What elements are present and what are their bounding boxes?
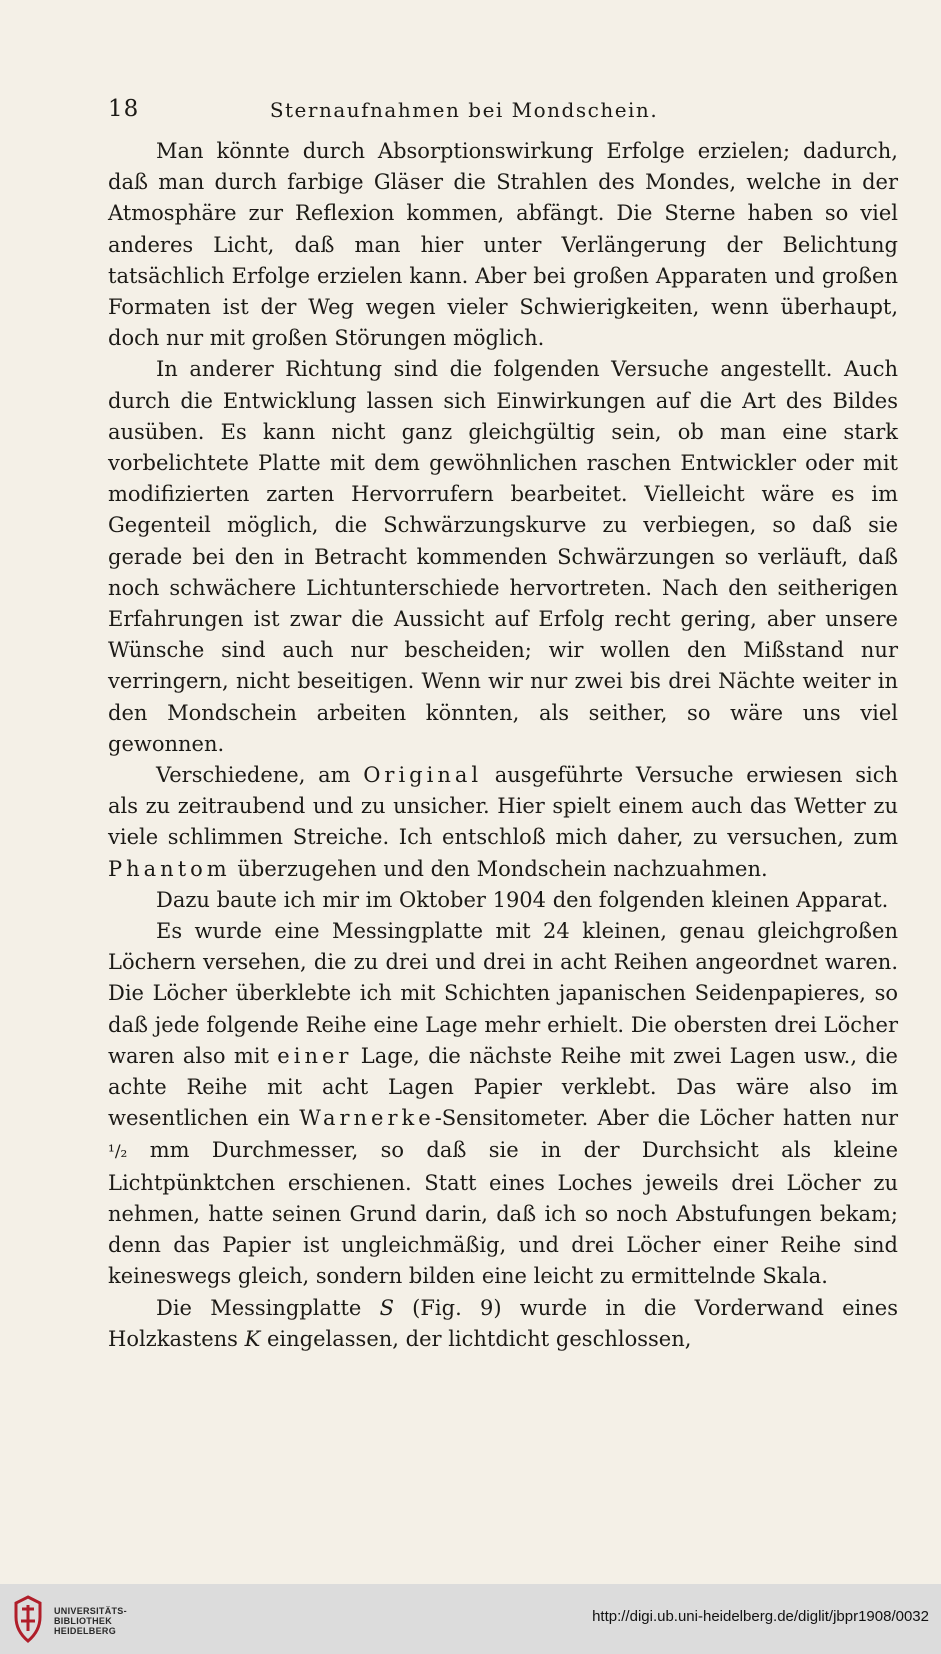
library-line: BIBLIOTHEK <box>54 1616 112 1626</box>
symbol-s: S <box>379 1295 394 1320</box>
paragraph-1: Man könnte durch Absorptionswirkung Erfolge erzielen; dadurch, daß man durch farbige Gläser die Strahlen des Mondes, welche in der Atmosphäre zur Reflexion kommen, abfängt. Die Sterne haben so viel anderes Licht, daß man hier unter Verlängerung der Belichtung tatsächlich Erfolge erzielen kann. Aber bei großen Apparaten und großen Formaten ist der Weg wegen vieler Schwierigkeiten, wenn überhaupt, doch nur mit großen Störungen möglich. <box>108 139 898 351</box>
text-span: Lage, die nächste Reihe mit zwei Lagen usw., die achte Reihe mit acht Lagen Papier verklebt. Das wäre also im wesentlichen ein <box>108 1043 898 1131</box>
text-span: eingelassen, der lichtdicht geschlossen, <box>260 1326 692 1351</box>
text-span: ausgeführte Versuche erwiesen sich als zu zeitraubend und zu unsicher. Hier spielt einem auch das Wetter zu viele schlimmen Streiche. Ich entschloß mich daher, zu versuchen, zum <box>108 763 898 850</box>
spaced-term-einer: einer <box>277 1043 353 1068</box>
text-span: (Fig. 9) wurde in die Vorderwand eines Holzkastens <box>108 1295 899 1351</box>
text-span: Verschiedene, am <box>156 763 364 788</box>
spaced-term-phantom: Phantom <box>108 856 231 881</box>
library-line: HEIDELBERG <box>54 1626 117 1636</box>
page-header <box>108 96 820 126</box>
paragraph-2: In anderer Richtung sind die folgenden Versuche angestellt. Auch durch die Entwicklung lassen sich Einwirkungen auf die Art des Bildes ausüben. Es kann nicht ganz gleichgültig sein, ob man eine stark vorbelichtete Platte mit dem gewöhnlichen raschen Entwickler oder mit modifizierten zarten Hervorrufern bearbeitet. Vielleicht wäre es im Gegenteil möglich, die Schwärzungskurve zu verbiegen, so daß sie gerade bei den in Betracht kommenden Schwärzungen so verläuft, daß noch schwächere Lichtunterschiede hervortreten. Nach den seitherigen Erfahrungen ist zwar die Aussicht auf Erfolg recht gering, aber unsere Wünsche sind auch nur bescheiden; wir wollen den Mißstand nur verringern, nicht beseitigen. Wenn wir nur zwei bis drei Nächte weiter in den Mondschein arbeiten könnten, als seither, so wäre uns viel gewonnen. <box>108 357 898 756</box>
page-number: 18 <box>108 96 140 122</box>
spaced-term-original: Original <box>363 763 483 788</box>
paragraph-5 <box>108 916 898 1292</box>
library-name[interactable] <box>54 1606 127 1636</box>
paragraph-4: Dazu baute ich mir im Oktober 1904 den folgenden kleinen Apparat. <box>156 887 889 912</box>
text-span: Die Messingplatte <box>156 1295 380 1320</box>
paragraph-3 <box>108 760 898 885</box>
source-url-link[interactable]: http://digi.ub.uni-heidelberg.de/diglit/jbpr1908/0032 <box>592 1608 929 1625</box>
digitization-footer <box>0 1584 941 1654</box>
text-span: Es wurde eine Messingplatte mit 24 kleinen, genau gleichgroßen Löchern versehen, die zu drei und drei in acht Reihen angeordnet waren. Die Löcher überklebte ich mit Schichten japanischen Seidenpapieres, so daß jede folgende Reihe eine Lage mehr erhielt. Die obersten drei Löcher waren also mit <box>108 919 898 1068</box>
body-text <box>108 136 898 1355</box>
text-span: -Sensitometer. Aber die Löcher hatten nur <box>434 1106 899 1131</box>
text-span: überzugehen und den Mondschein nachzuahmen. <box>230 856 768 881</box>
library-line: UNIVERSITÄTS- <box>54 1606 127 1616</box>
symbol-k: K <box>244 1326 261 1351</box>
running-title: Sternaufnahmen bei Mondschein. <box>269 98 659 122</box>
university-heidelberg-logo-icon[interactable] <box>10 1595 46 1643</box>
text-span: mm Durchmesser, so daß sie in der Durchsicht als kleine Lichtpünktchen erschienen. Statt eines Loches jeweils drei Löcher zu nehmen, hatte seinen Grund darin, daß ich so noch Abstufungen bekam; denn das Papier ist ungleichmäßig, und drei Löcher einer Reihe sind keineswegs gleich, sondern bilden eine leicht zu ermittelnde Skala. <box>108 1137 898 1289</box>
spaced-term-warnerke: Warnerke <box>299 1106 435 1131</box>
paragraph-6 <box>108 1293 898 1355</box>
fraction-half: ¹/₂ <box>108 1141 128 1162</box>
